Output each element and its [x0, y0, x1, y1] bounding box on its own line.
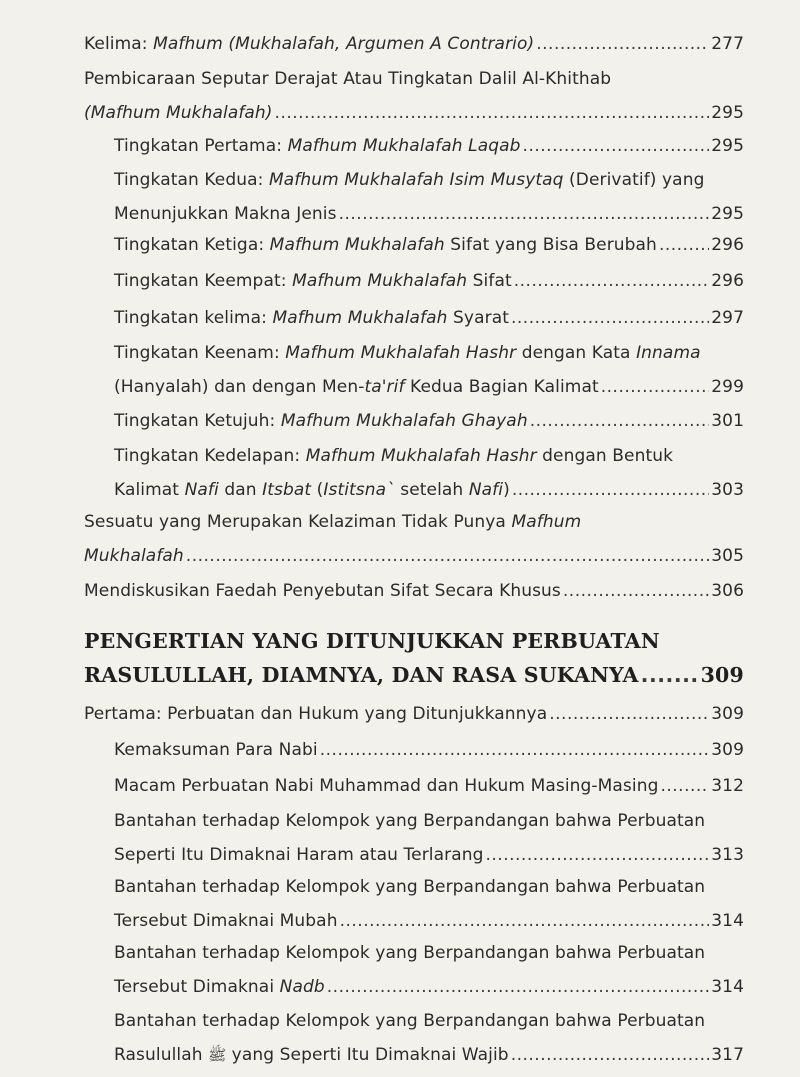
toc-entry-kelima[interactable]	[84, 27, 744, 61]
toc-entry-kemaksuman[interactable]	[114, 733, 744, 767]
page-number: 312	[711, 776, 744, 796]
toc-entry-tingkatan-kedua[interactable]	[114, 163, 744, 231]
dot-leader	[601, 370, 710, 404]
toc-entry-tingkatan-pertama[interactable]	[114, 129, 744, 163]
dot-leader	[530, 404, 710, 438]
entry-text: Tingkatan kelima:	[114, 308, 273, 328]
entry-text: Kemaksuman Para Nabi	[114, 740, 318, 760]
dot-leader	[549, 697, 709, 731]
dot-leader	[320, 733, 710, 767]
toc-entry-tingkatan-ketujuh[interactable]	[114, 404, 744, 438]
dot-leader	[523, 129, 710, 163]
dot-leader	[327, 970, 709, 1004]
entry-text: Syarat	[447, 308, 509, 328]
entry-text: Sesuatu yang Merupakan Kelaziman Tidak Punya	[84, 512, 512, 532]
entry-text: Pertama: Perbuatan dan Hukum yang Ditunjukkannya	[84, 704, 548, 724]
entry-text: Seperti Itu Dimaknai Haram atau Terlarang	[114, 845, 484, 865]
page-number: 277	[711, 34, 744, 54]
entry-italic: Nadb	[279, 977, 325, 997]
entry-text: Macam Perbuatan Nabi Muhammad dan Hukum Masing-Masing	[114, 776, 659, 796]
toc-entry-bantahan-mubah[interactable]	[114, 870, 744, 938]
salawat-symbol: ﷺ	[208, 1046, 227, 1064]
page-number: 309	[700, 663, 744, 687]
entry-text: Bantahan terhadap Kelompok yang Berpandangan bahwa Perbuatan	[114, 1011, 706, 1031]
entry-text: (Hanyalah) dan dengan Men-	[114, 377, 365, 397]
entry-italic: Mafhum Mukhalafah Laqab	[287, 136, 521, 156]
entry-text: Sifat yang Bisa Berubah	[444, 235, 657, 255]
page-number: 309	[711, 740, 744, 760]
toc-entry-pertama[interactable]	[84, 697, 744, 731]
toc-entry-tingkatan-keempat[interactable]	[114, 264, 744, 298]
entry-italic: Itsbat	[262, 480, 312, 500]
page-number: 303	[711, 480, 744, 500]
page-number: 313	[711, 845, 744, 865]
dot-leader	[563, 574, 709, 608]
entry-text: Pembicaraan Seputar Derajat Atau Tingkatan Dalil Al-Khithab	[84, 69, 612, 89]
page-number: 314	[711, 977, 744, 997]
entry-text: Bantahan terhadap Kelompok yang Berpandangan bahwa Perbuatan	[114, 943, 706, 963]
page-number: 295	[711, 204, 744, 224]
toc-entry-bantahan-nadb[interactable]	[114, 936, 744, 1004]
dot-leader	[659, 228, 709, 262]
entry-text: yang Seperti Itu Dimaknai Wajib	[226, 1045, 509, 1065]
entry-italic: (Mafhum Mukhalafah)	[84, 103, 273, 123]
entry-text: dengan Bentuk	[536, 446, 674, 466]
page-number: 295	[711, 136, 744, 156]
dot-leader	[511, 1038, 710, 1072]
entry-text: Tingkatan Ketiga:	[114, 235, 270, 255]
entry-text: Sifat	[467, 271, 512, 291]
page-number: 314	[711, 911, 744, 931]
toc-entry-faedah[interactable]	[84, 574, 744, 608]
entry-italic: Istitsna`	[323, 480, 395, 500]
entry-italic: ta'rif	[364, 377, 405, 397]
entry-text: Kalimat	[114, 480, 185, 500]
dot-leader	[536, 27, 709, 61]
entry-italic: Mafhum Mukhalafah Isim Musytaq	[268, 170, 564, 190]
entry-text: Kelima:	[84, 34, 154, 54]
entry-text: Tingkatan Keenam:	[114, 343, 286, 363]
dot-leader	[186, 539, 709, 573]
dot-leader	[486, 838, 710, 872]
dot-leader	[512, 473, 709, 507]
toc-entry-macam-perbuatan[interactable]	[114, 769, 744, 803]
page-number: 306	[711, 581, 744, 601]
entry-italic: Innama	[636, 343, 701, 363]
page-number: 297	[711, 308, 744, 328]
entry-text: Bantahan terhadap Kelompok yang Berpandangan bahwa Perbuatan	[114, 811, 706, 831]
dot-leader	[340, 904, 710, 938]
dot-leader	[641, 657, 699, 693]
entry-text: )	[503, 480, 510, 500]
chapter-heading[interactable]	[84, 623, 744, 691]
entry-italic: Nafi	[184, 480, 219, 500]
entry-italic: Mukhalafah	[84, 546, 184, 566]
entry-text: Tersebut Dimaknai Mubah	[114, 911, 338, 931]
page-number: 301	[711, 411, 744, 431]
page-number: 305	[711, 546, 744, 566]
dot-leader	[339, 197, 710, 231]
entry-text: Tingkatan Kedua:	[114, 170, 269, 190]
entry-text: Bantahan terhadap Kelompok yang Berpandangan bahwa Perbuatan	[114, 877, 706, 897]
toc-entry-tingkatan-keenam[interactable]	[114, 336, 744, 404]
dot-leader	[514, 264, 710, 298]
entry-italic: Mafhum Mukhalafah Ghayah	[280, 411, 528, 431]
toc-entry-tingkatan-kelima[interactable]	[114, 301, 744, 335]
entry-text: Rasulullah	[114, 1045, 209, 1065]
toc-entry-bantahan-haram[interactable]	[114, 804, 744, 872]
entry-italic: Mafhum Mukhalafah Hashr	[305, 446, 537, 466]
entry-text: dengan Kata	[516, 343, 637, 363]
page-number: 296	[711, 271, 744, 291]
entry-text: Kedua Bagian Kalimat	[404, 377, 599, 397]
chapter-title: PENGERTIAN YANG DITUNJUKKAN PERBUATAN	[84, 629, 660, 653]
chapter-title: RASULULLAH, DIAMNYA, DAN RASA SUKANYA	[84, 663, 639, 687]
dot-leader	[275, 96, 710, 130]
entry-text: Mendiskusikan Faedah Penyebutan Sifat Secara Khusus	[84, 581, 561, 601]
toc-entry-tingkatan-ketiga[interactable]	[114, 228, 744, 262]
entry-text: Tingkatan Kedelapan:	[114, 446, 306, 466]
dot-leader	[660, 769, 709, 803]
entry-italic: Mafhum Mukhalafah	[269, 235, 445, 255]
entry-text: Tingkatan Pertama:	[114, 136, 288, 156]
entry-text: Menunjukkan Makna Jenis	[114, 204, 337, 224]
entry-italic: Nafi	[468, 480, 504, 500]
page-number: 309	[711, 704, 744, 724]
entry-text: Tingkatan Keempat:	[114, 271, 293, 291]
toc-entry-tingkatan-kedelapan[interactable]	[114, 439, 744, 507]
page-number: 317	[711, 1045, 744, 1065]
entry-text: Tingkatan Ketujuh:	[114, 411, 281, 431]
entry-text: dan	[218, 480, 263, 500]
entry-text: setelah	[394, 480, 469, 500]
entry-italic: Mafhum Mukhalafah	[292, 271, 468, 291]
entry-italic: Mafhum	[511, 512, 582, 532]
toc-entry-bantahan-wajib[interactable]	[114, 1004, 744, 1072]
entry-text: (	[311, 480, 324, 500]
entry-italic: Mafhum Mukhalafah	[272, 308, 448, 328]
toc-entry-kelaziman[interactable]	[84, 505, 744, 573]
entry-text: (Derivatif) yang	[563, 170, 705, 190]
dot-leader	[511, 301, 709, 335]
page-number: 295	[711, 103, 744, 123]
page-number: 299	[711, 377, 744, 397]
page-number: 296	[711, 235, 744, 255]
entry-text: Tersebut Dimaknai	[114, 977, 280, 997]
toc-entry-pembicaraan[interactable]	[84, 62, 744, 130]
entry-italic: Mafhum Mukhalafah Hashr	[285, 343, 517, 363]
entry-italic: Mafhum (Mukhalafah, Argumen A Contrario)	[153, 34, 535, 54]
